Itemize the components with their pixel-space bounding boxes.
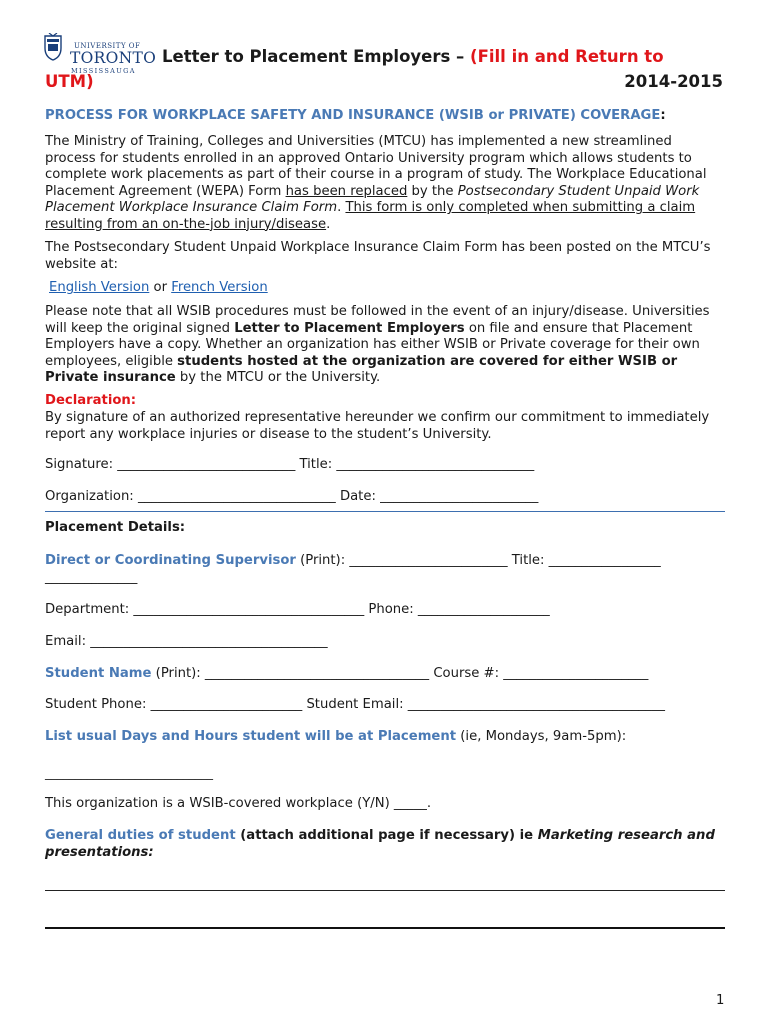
general-duties-line: General duties of student (attach additional page if necessary) ie Marketing research and presentations:: [45, 828, 715, 860]
duties-answer-line-2[interactable]: [45, 927, 725, 929]
logo-line-university-of: UNIVERSITY OF: [74, 42, 141, 50]
title-return-note: (Fill in and Return to: [470, 47, 664, 66]
french-version-link[interactable]: French Version: [171, 280, 268, 295]
title-return-note-cont: UTM): [45, 72, 94, 91]
declaration-heading: Declaration:: [45, 393, 137, 408]
student-phone-email-line[interactable]: Student Phone: _______________________ Student Email: _______________________________________: [45, 697, 665, 712]
university-logo: [44, 30, 157, 78]
wsib-covered-line[interactable]: This organization is a WSIB-covered workplace (Y/N) _____.: [45, 796, 432, 811]
signature-title-line[interactable]: Signature: ___________________________ Title: ______________________________: [45, 457, 535, 472]
process-paragraph-1: The Ministry of Training, Colleges and Universities (MTCU) has implemented a new streamlined process for students enrolled in an approved Ontario University program which allows students to complete work placements as part of their course in a program of study. The Workplace Educational Placement Agreement (WEPA) Form has been replaced by the Postsecondary Student Unpaid Work Placement Workplace Insurance Claim Form. This form is only completed when submitting a claim resulting from an on-the-job injury/disease.: [45, 134, 707, 232]
organization-date-line[interactable]: Organization: ______________________________ Date: ________________________: [45, 489, 539, 504]
declaration-text: By signature of an authorized representative hereunder we confirm our commitment to immediately report any workplace injuries or disease to the student’s University.: [45, 410, 710, 442]
page-number: 1: [716, 993, 725, 1008]
process-paragraph-3: Please note that all WSIB procedures must be followed in the event of an injury/disease. Universities will keep the original signed Letter to Placement Employers on file and ensure that Placement Employers have a copy. Whether an organization has either WSIB or Private coverage for their own employees, eligible students hosted at the organization are covered for either WSIB or Private insurance by the MTCU or the University.: [45, 304, 710, 385]
logo-line-mississauga: MISSISSAUGA: [71, 67, 136, 75]
process-paragraph-2: The Postsecondary Student Unpaid Workplace Insurance Claim Form has been posted on the MTCU’s website at:: [45, 240, 711, 272]
logo-line-toronto: TORONTO: [70, 49, 157, 67]
student-name-line[interactable]: Student Name (Print): __________________________________ Course #: ______________________: [45, 666, 649, 681]
days-hours-line: List usual Days and Hours student will be at Placement (ie, Mondays, 9am-5pm):: [45, 729, 627, 744]
supervisor-title-cont[interactable]: ______________: [45, 570, 138, 585]
email-line[interactable]: Email: ____________________________________: [45, 634, 328, 649]
english-version-link[interactable]: English Version: [49, 280, 150, 295]
form-links: English Version or French Version: [49, 280, 268, 295]
supervisor-line[interactable]: Direct or Coordinating Supervisor (Print): ________________________ Title: _________________: [45, 553, 661, 568]
academic-year: 2014-2015: [624, 72, 723, 91]
page-title: [162, 47, 664, 66]
section-divider: [45, 511, 725, 512]
title-main: Letter to Placement Employers –: [162, 47, 471, 66]
duties-answer-line-1[interactable]: [45, 890, 725, 891]
department-phone-line[interactable]: Department: ___________________________________ Phone: ____________________: [45, 602, 550, 617]
placement-details-heading: Placement Details:: [45, 520, 186, 535]
days-hours-blank[interactable]: ____________________________: [45, 766, 213, 780]
crest-icon: [44, 33, 62, 61]
process-heading: PROCESS FOR WORKPLACE SAFETY AND INSURANCE (WSIB or PRIVATE) COVERAGE:: [45, 108, 666, 123]
